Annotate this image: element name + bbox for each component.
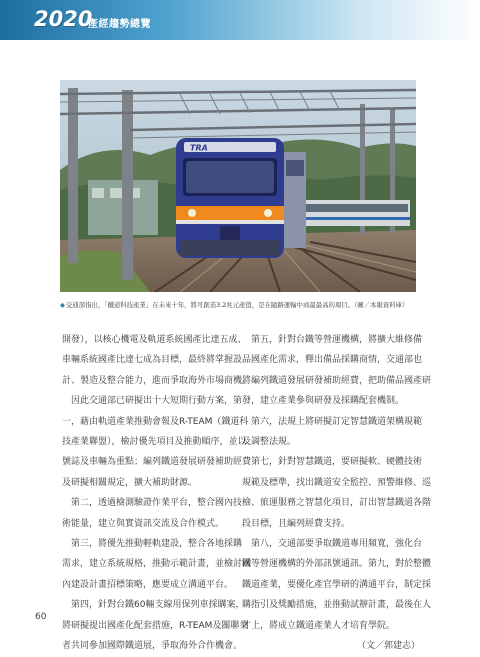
paragraph-line: 鐵等營運機構的外部訊號通訊。第九，對於整體 [242, 559, 432, 570]
caption-bullet: ◆ [60, 301, 65, 309]
paragraph-line: 購指引及獎勵措施，並推動試辦計畫，最後在人 [242, 600, 432, 611]
paragraph-line: 第六，法規上將研擬訂定智慧鐵道架構規範 [242, 416, 423, 427]
paragraph-line: 技產業聯盟），檢討優先項目及推動順序，並以 [62, 437, 247, 448]
header-subtitle: 產經趨勢總覽 [88, 19, 151, 30]
paragraph-line: 將研擬提出國產化配套措施，R-TEAM及關聯業 [62, 620, 249, 631]
paragraph-line: 品國產化需求，釋出備品採購商情，交通部也 [242, 355, 423, 366]
paragraph-line: 及研擬相關規定，擴大補助財源。 [62, 477, 198, 488]
paragraph-line: 及調整法規。 [242, 437, 297, 448]
paragraph-line: 段目標，且編列經費支持。 [242, 518, 351, 529]
photo-caption [60, 300, 430, 310]
paragraph-line: 號誌及車輛為重點；編列鐵道發展研發補助經費 [62, 457, 252, 468]
paragraph-line: 鐵道產業，要優化產官學研的溝通平台，制定採 [242, 579, 432, 590]
page-number: 60 [35, 612, 47, 622]
paragraph-line: 第四，針對台鐵60輛支線用保列車採購案， [62, 600, 245, 611]
paragraph-line: 需求，建立系統規格，推動示範計畫，並檢討國 [62, 559, 252, 570]
paragraph-line: 第二，透過檢測驗證作業平台，整合國內技 [62, 498, 243, 509]
paragraph-line: 第三，將優先推動輕軌建設，整合各地採購 [62, 539, 243, 550]
paragraph-line: 檢、旅運服務之智慧化項目，訂出智慧鐵道各階 [242, 498, 432, 509]
paragraph-line: 計、製造及整合能力，進而爭取海外市場商機。 [62, 375, 252, 386]
paragraph-line: 將編列鐵道發展研發補助經費，把助備品國產研 [242, 375, 432, 386]
header-banner [0, 0, 480, 40]
paragraph-line: 發，建立產業參與研發及採購配套機制。 [242, 396, 405, 407]
article-left-column [62, 330, 252, 657]
paragraph-line: 規範及標準，找出鐵道安全監控、預警維修、巡 [242, 477, 432, 488]
paragraph-line: 第五，針對台鐵等營運機構，將擴大維修備 [242, 335, 423, 345]
paragraph-line: 第八，交通部要爭取鐵道專用頻寬，強化台 [242, 539, 423, 550]
paragraph-line: 開發），以核心機電及軌道系統國產比達五成、 [62, 335, 247, 345]
paragraph-line: 者共同參加國際鐵道展，爭取海外合作機會。 [62, 641, 243, 652]
paragraph-line: 內建設計畫招標策略，應要成立溝通平台。 [62, 579, 234, 590]
header-year: 2020 [34, 7, 93, 31]
paragraph-line: 第七，針對智慧鐵道，要研擬軟、硬體技術 [242, 457, 423, 468]
paragraph-line: 才上，將成立鐵道產業人才培育學院。 [242, 620, 396, 631]
paragraph-line: 一，藉由軌道產業推動會報及R-TEAM（鐵道科 [62, 416, 249, 427]
author-credit: （文／郭建志） [356, 641, 420, 652]
paragraph-line: 車輛系統國產比達七成為目標，最終將掌握設 [62, 355, 243, 366]
train-logo: TRA [190, 143, 208, 153]
paragraph-line: 因此交通部已研擬出十大短期行動方案，第 [62, 396, 243, 407]
caption-text: 交通部指出，「鐵道科技產業」在未來十年，將可創造3.2兆元產值，是在隨路運輸中商最最高的項目。（圖／本報資料庫） [65, 301, 409, 309]
article-right-column [242, 330, 432, 657]
paragraph-line: 術能量，建立與實資訊交流及合作模式。 [62, 518, 225, 529]
train-photo [60, 80, 416, 292]
